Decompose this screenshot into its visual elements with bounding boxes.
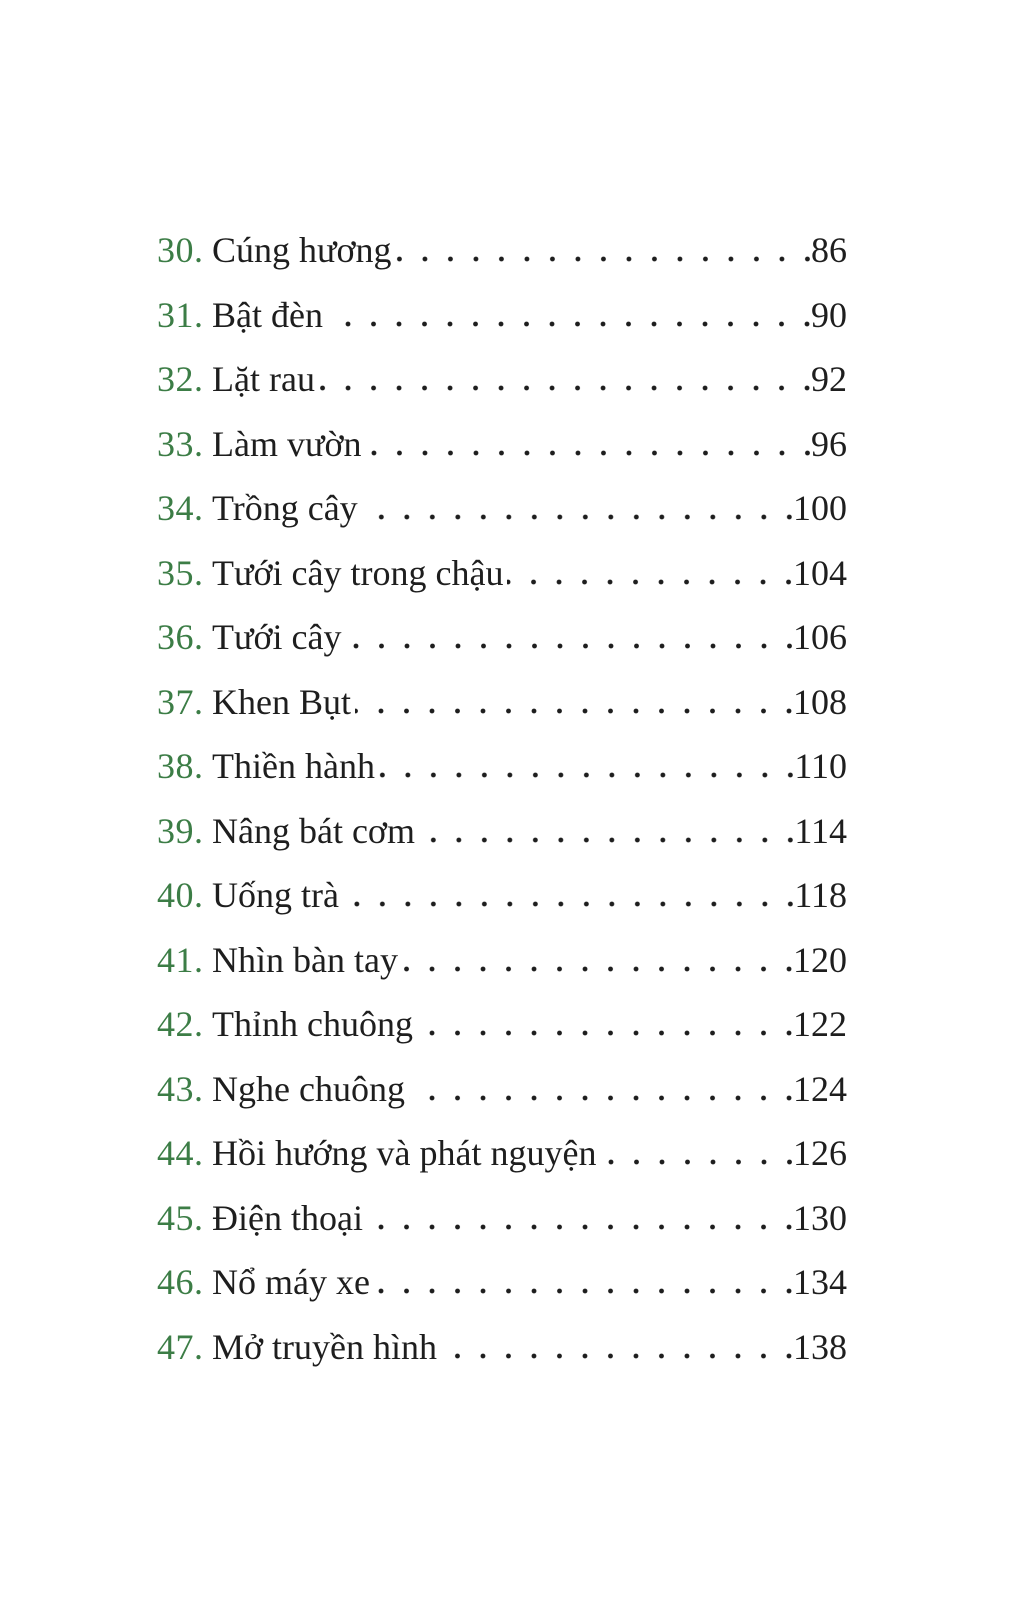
toc-entry-title: Nhìn bàn tay (212, 939, 398, 980)
toc-entry-title: Khen Bụt (212, 681, 351, 722)
toc-entry-title: Bật đèn (212, 294, 323, 335)
dot-leader (367, 1224, 793, 1230)
toc-entry-title: Cúng hương (212, 230, 392, 270)
toc-entry-number: 47. (157, 1326, 204, 1367)
toc-entry-title: Tưới cây (212, 617, 342, 657)
toc-entry-title: Uống trà (212, 875, 339, 915)
toc-entry-page-number: 126 (793, 1133, 847, 1173)
toc-entry-title: Trồng cây (212, 488, 358, 528)
toc-entry-row (157, 799, 847, 864)
toc-entry-row (157, 928, 847, 993)
toc-entry-page-number: 124 (793, 1068, 847, 1109)
dot-leader (396, 256, 811, 262)
toc-entry-number: 40. (157, 875, 204, 915)
toc-entry-title: Nâng bát cơm (212, 810, 415, 851)
dot-leader (346, 643, 794, 649)
toc-entry-title: Tưới cây trong chậu (212, 552, 504, 593)
toc-entry-number: 38. (157, 746, 204, 786)
toc-entry-number: 35. (157, 552, 204, 593)
toc-entry-title: Mở truyền hình (212, 1326, 438, 1367)
toc-entry-number: 36. (157, 617, 204, 657)
toc-entry-page-number: 92 (811, 359, 847, 399)
toc-entry-number: 30. (157, 230, 204, 270)
toc-entry-row (157, 412, 847, 477)
toc-entry-row (157, 1186, 847, 1251)
toc-entry-page-number: 130 (793, 1197, 847, 1238)
toc-entry-page-number: 108 (793, 681, 847, 722)
toc-entry-row (157, 476, 847, 541)
toc-entry-number: 43. (157, 1068, 204, 1109)
toc-entry-row (157, 1057, 847, 1122)
toc-entry-title: Nghe chuông (212, 1068, 405, 1109)
toc-entry-number: 34. (157, 488, 204, 528)
dot-leader (343, 901, 794, 907)
dot-leader (507, 579, 793, 585)
toc-entry-row (157, 863, 847, 928)
dot-leader (441, 1353, 793, 1359)
toc-entry-page-number: 120 (793, 939, 847, 980)
dot-leader (362, 514, 793, 520)
toc-entry-row (157, 1121, 847, 1186)
toc-entry-page-number: 104 (793, 552, 847, 593)
toc-entry-row (157, 541, 847, 606)
toc-entry-number: 41. (157, 939, 204, 980)
toc-entry-page-number: 138 (793, 1326, 847, 1367)
toc-entry-title: Điện thoại (212, 1197, 363, 1238)
toc-entry-number: 46. (157, 1262, 204, 1302)
dot-leader (379, 772, 794, 778)
toc-entry-page-number: 134 (793, 1262, 847, 1302)
toc-entry-title: Nổ máy xe (212, 1262, 370, 1302)
toc-entry-title: Thỉnh chuông (212, 1004, 413, 1044)
dot-leader (327, 321, 811, 327)
toc-entry-row (157, 734, 847, 799)
toc-entry-number: 32. (157, 359, 204, 399)
toc-entry-title: Thiền hành (212, 746, 375, 786)
dot-leader (601, 1159, 794, 1165)
toc-entry-page-number: 90 (811, 294, 847, 335)
toc-entry-row (157, 1250, 847, 1315)
dot-leader (319, 385, 811, 391)
toc-entry-row (157, 605, 847, 670)
toc-entry-title: Lặt rau (212, 359, 315, 399)
table-of-contents (157, 218, 847, 1379)
toc-entry-row (157, 218, 847, 283)
dot-leader (419, 837, 794, 843)
toc-entry-page-number: 114 (794, 810, 847, 851)
toc-entry-number: 45. (157, 1197, 204, 1238)
toc-entry-number: 37. (157, 681, 204, 722)
toc-entry-number: 33. (157, 423, 204, 464)
toc-entry-page-number: 96 (811, 423, 847, 464)
toc-entry-row (157, 283, 847, 348)
dot-leader (374, 1288, 793, 1294)
toc-entry-row (157, 1315, 847, 1380)
toc-entry-page-number: 122 (793, 1004, 847, 1044)
toc-entry-page-number: 106 (793, 617, 847, 657)
dot-leader (409, 1095, 793, 1101)
toc-entry-number: 42. (157, 1004, 204, 1044)
toc-entry-row (157, 670, 847, 735)
dot-leader (417, 1030, 793, 1036)
toc-entry-number: 44. (157, 1133, 204, 1173)
toc-entry-page-number: 100 (793, 488, 847, 528)
toc-entry-page-number: 110 (794, 746, 847, 786)
toc-entry-page-number: 118 (794, 875, 847, 915)
toc-entry-page-number: 86 (811, 230, 847, 270)
toc-entry-title: Hồi hướng và phát nguyện (212, 1133, 597, 1173)
toc-entry-number: 39. (157, 810, 204, 851)
dot-leader (366, 450, 811, 456)
toc-entry-row (157, 992, 847, 1057)
toc-entry-number: 31. (157, 294, 204, 335)
toc-entry-row (157, 347, 847, 412)
dot-leader (355, 708, 793, 714)
dot-leader (402, 966, 793, 972)
toc-entry-title: Làm vườn (212, 423, 362, 464)
